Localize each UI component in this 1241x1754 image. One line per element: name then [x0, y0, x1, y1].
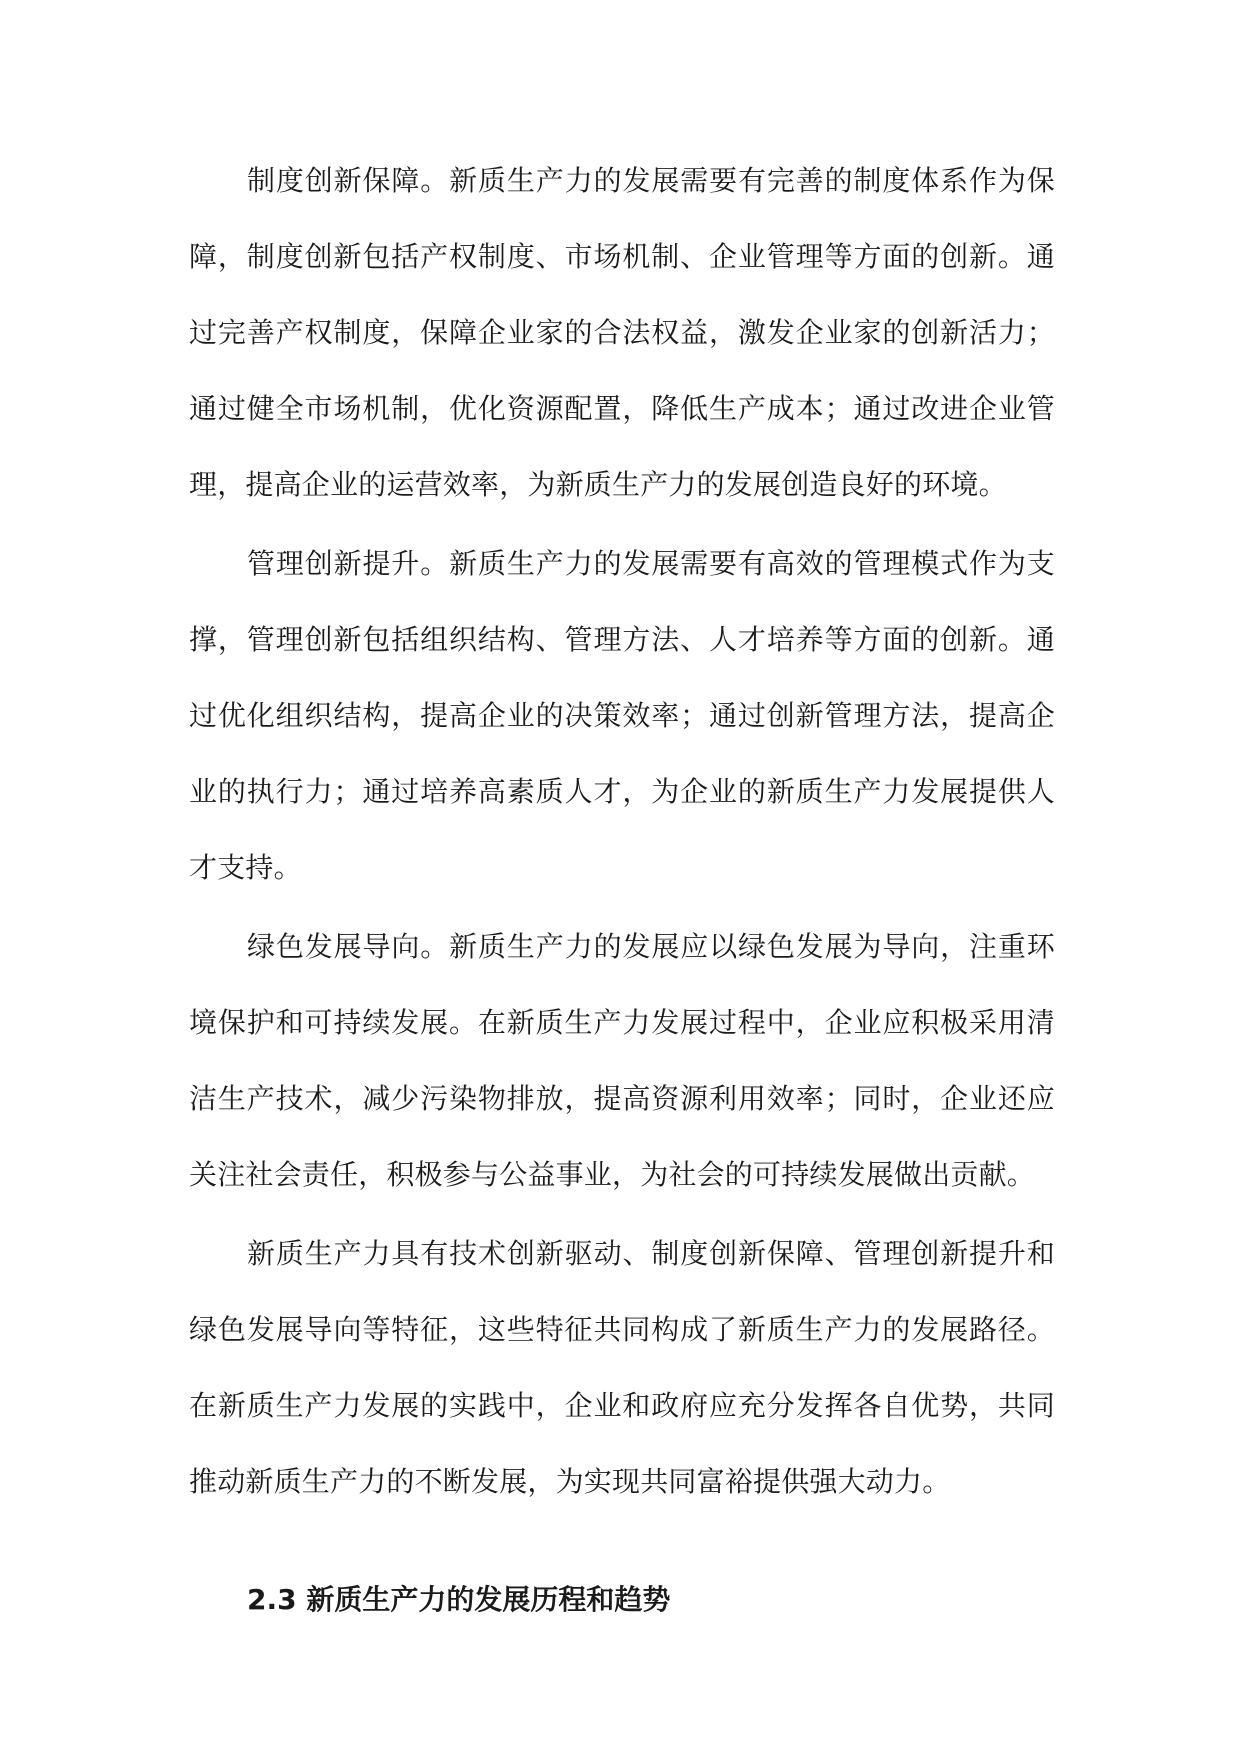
paragraph-institutional-innovation: 制度创新保障。新质生产力的发展需要有完善的制度体系作为保障，制度创新包括产权制度、市场机制、企业管理等方面的创新。通过完善产权制度，保障企业家的合法权益，激发企业家的创新活力；通过健全市场机制，优化资源配置，降低生产成本；通过改进企业管理，提高企业的运营效率，为新质生产力的发展创造良好的环境。: [189, 164, 1055, 501]
paragraph-green-development: 绿色发展导向。新质生产力的发展应以绿色发展为导向，注重环境保护和可持续发展。在新质生产力发展过程中，企业应积极采用清洁生产技术，减少污染物排放，提高资源利用效率；同时，企业还应关注社会责任，积极参与公益事业，为社会的可持续发展做出贡献。: [189, 930, 1055, 1191]
paragraph-summary: 新质生产力具有技术创新驱动、制度创新保障、管理创新提升和绿色发展导向等特征，这些特征共同构成了新质生产力的发展路径。在新质生产力发展的实践中，企业和政府应充分发挥各自优势，共同推动新质生产力的不断发展，为实现共同富裕提供强大动力。: [189, 1237, 1055, 1498]
paragraph-management-innovation: 管理创新提升。新质生产力的发展需要有高效的管理模式作为支撑，管理创新包括组织结构、管理方法、人才培养等方面的创新。通过优化组织结构，提高企业的决策效率；通过创新管理方法，提高企业的执行力；通过培养高素质人才，为企业的新质生产力发展提供人才支持。: [189, 547, 1055, 884]
document-page: [189, 143, 1055, 1638]
section-heading: 2.3 新质生产力的发展历程和趋势: [247, 1583, 671, 1616]
